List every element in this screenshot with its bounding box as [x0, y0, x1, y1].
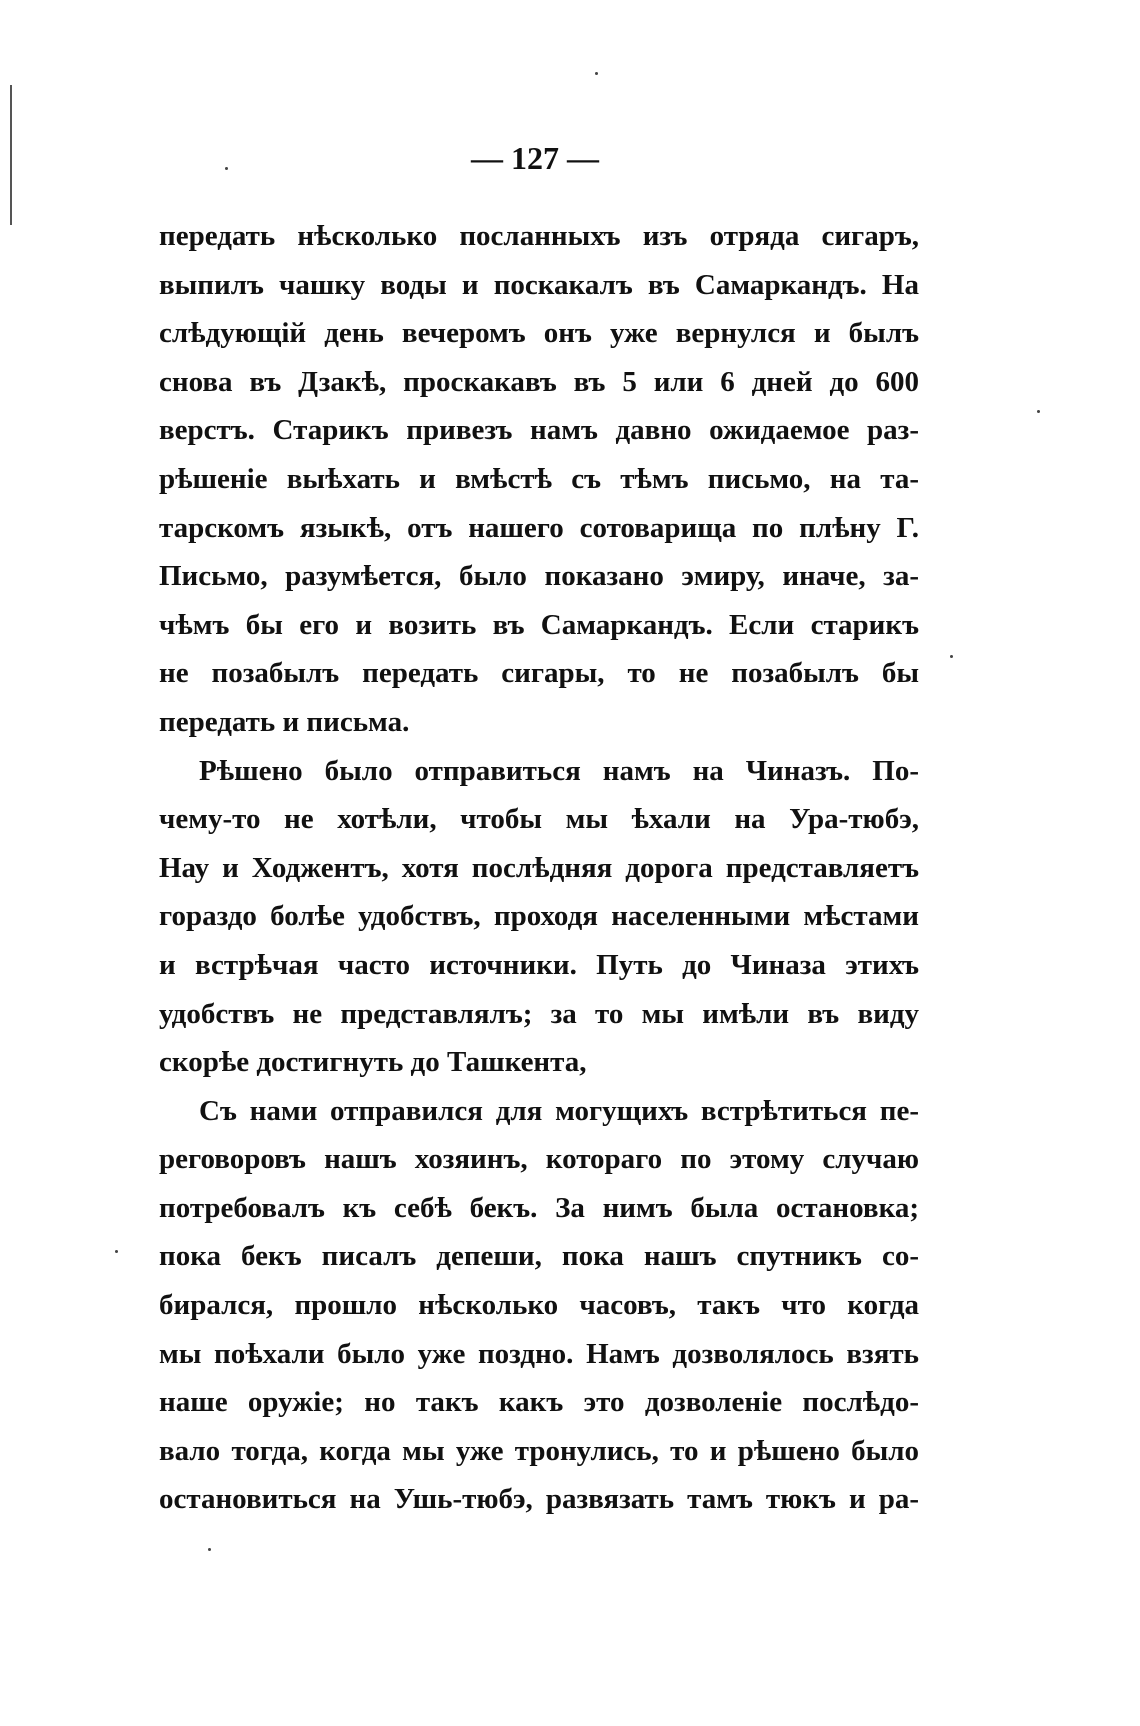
text-line: пока бекъ писалъ депеши, пока нашъ спутникъ со-	[159, 1240, 919, 1273]
text-line: скорѣе достигнуть до Ташкента,	[159, 1046, 587, 1079]
text-line: мы поѣхали было уже поздно. Намъ дозволялось взять	[159, 1337, 919, 1370]
text-line: передать нѣсколько посланныхъ изъ отряда сигаръ,	[159, 220, 919, 252]
text-line: и встрѣчая часто источники. Путь до Чиназа этихъ	[159, 948, 919, 981]
text-line: остановиться на Ушь-тюбэ, развязать тамъ тюкъ и ра-	[159, 1483, 919, 1516]
text-line: рѣшеніе выѣхать и вмѣстѣ съ тѣмъ письмо, на та-	[159, 462, 919, 495]
text-line: передать и письма.	[159, 705, 410, 738]
text-line: Рѣшено было отправиться намъ на Чиназъ. По-	[199, 754, 919, 787]
text-line: верстъ. Старикъ привезъ намъ давно ожидаемое раз-	[159, 414, 919, 447]
text-line: слѣдующій день вечеромъ онъ уже вернулся и былъ	[159, 317, 919, 350]
scan-speck	[595, 72, 598, 75]
text-line: бирался, прошло нѣсколько часовъ, такъ что когда	[159, 1289, 919, 1322]
text-line: чему-то не хотѣли, чтобы мы ѣхали на Ура-тюбэ,	[159, 803, 919, 836]
text-line: снова въ Дзакѣ, проскакавъ въ 5 или 6 дней до 600	[159, 365, 919, 398]
text-line: Нау и Ходжентъ, хотя послѣдняя дорога представляетъ	[159, 851, 919, 884]
text-line: Съ нами отправился для могущихъ встрѣтиться пе-	[199, 1094, 919, 1127]
scan-speck	[1037, 410, 1040, 413]
page-number: — 127 —	[471, 140, 599, 176]
text-line: наше оружіе; но такъ какъ это дозволеніе послѣдо-	[159, 1386, 919, 1419]
text-line: потребовалъ къ себѣ бекъ. За нимъ была остановка;	[159, 1191, 919, 1224]
scan-speck	[950, 655, 953, 658]
text-line: гораздо болѣе удобствъ, проходя населенными мѣстами	[159, 900, 919, 933]
text-line: реговоровъ нашъ хозяинъ, котораго по этому случаю	[159, 1143, 919, 1176]
text-line: удобствъ не представлялъ; за то мы имѣли въ виду	[159, 997, 919, 1030]
scan-speck	[115, 1250, 118, 1253]
text-line: чѣмъ бы его и возить въ Самаркандъ. Если старикъ	[159, 608, 919, 641]
text-line: тарскомъ языкѣ, отъ нашего сотоварища по плѣну Г.	[159, 511, 919, 544]
text-line: не позабылъ передать сигары, то не позабылъ бы	[159, 657, 919, 690]
text-line: Письмо, разумѣется, было показано эмиру, иначе, за-	[159, 560, 919, 593]
text-line: выпилъ чашку воды и поскакалъ въ Самаркандъ. На	[159, 268, 919, 301]
scan-speck	[208, 1548, 211, 1551]
text-line: вало тогда, когда мы уже тронулись, то и рѣшено было	[159, 1434, 919, 1467]
body-text	[159, 212, 919, 1524]
